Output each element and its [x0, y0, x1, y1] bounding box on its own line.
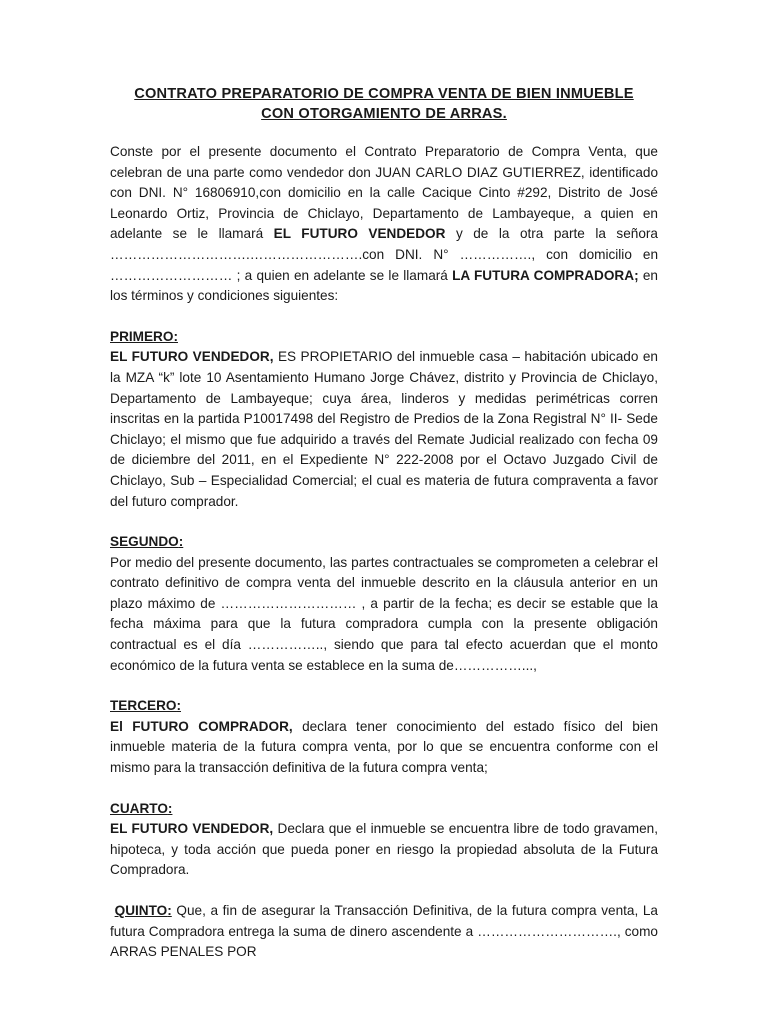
clause-heading-colon: :	[176, 698, 181, 714]
intro-text-2: y de la otra parte la señora ………………………….…………………….con DNI. N° ……………., con domicilio en ……………………… ; a quien en adelante se le llamará	[110, 226, 658, 283]
clause-heading-colon: :	[173, 328, 178, 344]
intro-text-3: en los términos y condiciones siguientes:	[110, 267, 658, 304]
document-body	[110, 142, 658, 963]
clause-bold-lead: EL FUTURO VENDEDOR,	[110, 821, 274, 837]
clause-cuarto	[110, 819, 658, 881]
clause-text: Declara que el inmueble se encuentra libre de todo gravamen, hipoteca, y toda acción que pueda poner en riesgo la propiedad absoluta de la Futura Compradora.	[110, 821, 658, 878]
clause-quinto	[110, 901, 658, 963]
clause-heading: CUARTO	[110, 800, 168, 816]
clause-text: Por medio del presente documento, las partes contractuales se comprometen a celebrar el contrato definitivo de compra venta del inmueble descrito en la cláusula anterior en un plazo máximo de ………………………… , a partir de la fecha; es decir se estable que la fecha máxima para que la futura compradora cumpla con la presente obligación contractual es el día …………….., siendo que para tal efecto acuerdan que el monto económico de la futura venta se establece en la suma de……………...,	[110, 554, 658, 673]
title-line-1: CONTRATO PREPARATORIO DE COMPRA VENTA DE BIEN INMUEBLE	[134, 86, 634, 102]
intro-text-1: Conste por el presente documento el Contrato Preparatorio de Compra Venta, que celebran de una parte como vendedor don JUAN CARLO DIAZ GUTIERREZ, identificado con DNI. N° 16806910,con domicilio en la calle Cacique Cinto #292, Distrito de José Leonardo Ortiz, Provincia de Chiclayo, Departamento de Lambayeque, a quien en adelante se le llamará	[110, 144, 658, 242]
clause-tercero-heading	[110, 696, 658, 717]
clause-text: declara tener conocimiento del estado físico del bien inmueble materia de la futura compra venta, por lo que se encuentra conforme con el mismo para la transacción definitiva de la futura compra venta;	[110, 718, 658, 776]
clause-heading-colon: :	[178, 534, 184, 550]
clause-segundo	[110, 553, 658, 677]
clause-heading: PRIMERO	[110, 328, 174, 344]
clause-heading: QUINTO	[114, 903, 168, 918]
clause-heading-colon: :	[167, 800, 173, 816]
title-line-2: CON OTORGAMIENTO DE ARRAS.	[261, 106, 507, 122]
clause-bold-lead: EL FUTURO VENDEDOR,	[110, 349, 274, 365]
document-title	[110, 84, 658, 124]
clause-heading: TERCERO	[110, 698, 177, 714]
clause-heading: SEGUNDO	[110, 534, 179, 550]
intro-paragraph	[110, 142, 658, 307]
party-buyer-name: LA FUTURA COMPRADORA;	[452, 267, 639, 283]
clause-primero	[110, 347, 658, 512]
clause-text: Que, a fin de asegurar la Transacción Definitiva, de la futura compra venta, La futura Compradora entrega la suma de dinero ascendente a …………………………., como ARRAS PENALES POR	[110, 903, 658, 960]
clause-bold-lead: El FUTURO COMPRADOR,	[110, 718, 293, 734]
clause-cuarto-heading	[110, 799, 658, 820]
party-seller-name: EL FUTURO VENDEDOR	[273, 226, 446, 242]
clause-segundo-heading	[110, 532, 658, 553]
clause-primero-heading	[110, 327, 658, 348]
clause-text: ES PROPIETARIO del inmueble casa – habitación ubicado en la MZA “k” lote 10 Asentamiento Humano Jorge Chávez, distrito y Provincia de Chiclayo, Departamento de Lambayeque; cuya área, linderos y medidas perimétricas corren inscritas en la partida P10017498 del Registro de Predios de la Zona Registral N° II- Sede Chiclayo; el mismo que fue adquirido a través del Remate Judicial realizado con fecha 09 de diciembre del 2011, en el Expediente N° 222-2008 por el Octavo Juzgado Civil de Chiclayo, Sub – Especialidad Comercial; el cual es materia de futura compraventa a favor del futuro comprador.	[110, 349, 658, 509]
clause-tercero	[110, 717, 658, 779]
clause-heading-colon: :	[167, 903, 172, 918]
